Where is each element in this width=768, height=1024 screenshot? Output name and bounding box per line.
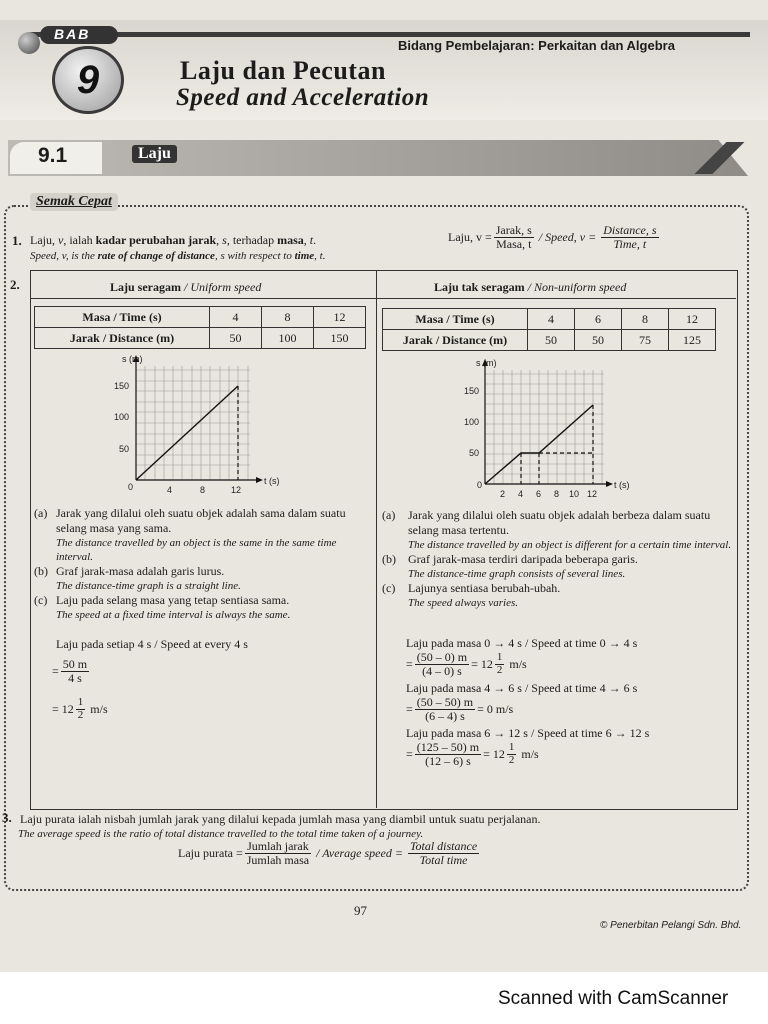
graph-x-tick: 4 (518, 489, 524, 499)
calc-heading: Laju pada masa 6 → 12 s / Speed at time 6 → 12 s (406, 726, 650, 741)
graph-origin: 0 (128, 482, 134, 492)
graph-x-label: t (s) (614, 480, 630, 490)
chapter-number-circle (52, 46, 124, 114)
calc-heading: Laju pada masa 0 → 4 s / Speed at time 0 → 4 s (406, 636, 638, 650)
uniform-heading-en: / Uniform speed (184, 280, 262, 294)
uniform-calc-result (52, 697, 108, 721)
graph-line (136, 386, 238, 480)
calc-line (406, 696, 736, 722)
publisher-credit: © Penerbitan Pelangi Sdn. Bhd. (600, 920, 742, 931)
item3-frac-ms (245, 840, 311, 866)
section-bar-deco (690, 142, 748, 174)
table-row-label: Masa / Time (s) (383, 309, 528, 330)
calc-eq: = (52, 663, 59, 678)
calc-block (406, 636, 736, 677)
table-cell: 4 (528, 309, 575, 330)
table-cell: 8 (622, 309, 669, 330)
uniform-calc-heading: Laju pada setiap 4 s / Speed at every 4 s (56, 637, 248, 651)
table-row (35, 328, 366, 349)
item3-den-en: Total time (419, 852, 468, 867)
item3-den-ms: Jumlah masa (246, 852, 310, 867)
nonuniform-speed-graph (448, 356, 648, 502)
formula-lhs-ms: Laju, v = (448, 229, 492, 244)
item1-definition-en (30, 249, 325, 263)
uniform-speed-graph (100, 352, 300, 502)
note-ms: Graf jarak-masa terdiri daripada beberapa garis. (408, 552, 638, 566)
graph-x-label: t (s) (264, 476, 280, 486)
table-row (383, 309, 716, 330)
calc-result: = 12 (483, 746, 505, 761)
formula-num-en: Distance, s (603, 223, 657, 237)
graph-x-arrow (606, 481, 613, 487)
uniform-speed-heading (110, 280, 261, 295)
nonuniform-data-table (382, 308, 716, 351)
graph-y-tick: 150 (464, 386, 480, 396)
graph-origin: 0 (477, 480, 483, 490)
calc-frac (61, 658, 89, 684)
calc-heading: Laju pada masa 4 → 6 s / Speed at time 4 → 6 s (406, 681, 638, 696)
note-ms: Lajunya sentiasa berubah-ubah. (408, 581, 561, 595)
item1-en-bold2: time (294, 250, 315, 262)
item2-divider (376, 270, 377, 808)
calc-num: (50 – 0) m (416, 650, 468, 664)
graph-grid (485, 370, 604, 484)
note-label: (a) (34, 506, 48, 520)
nonuniform-heading-ms: Laju tak seragam (434, 280, 525, 294)
item1-ms-b: , ialah (63, 233, 96, 247)
nonuniform-calcs (406, 636, 736, 768)
item2-number: 2. (10, 277, 20, 292)
table-cell: 125 (669, 330, 716, 351)
semak-cepat-label: Semak Cepat (30, 193, 118, 211)
item1-en-b: , s with respect to (214, 250, 295, 262)
note-label: (a) (382, 508, 396, 522)
calc-frac (415, 696, 475, 722)
table-cell: 12 (669, 309, 716, 330)
calc-den: (12 – 6) s (425, 753, 471, 768)
table-cell: 6 (575, 309, 622, 330)
calc-num: (125 – 50) m (416, 740, 480, 755)
calc-den: 4 s (68, 670, 82, 685)
calc-result-unit: m/s (90, 701, 108, 716)
note-en: The speed always varies. (408, 597, 518, 609)
table-row (383, 330, 716, 351)
formula-num-ms: Jarak, s (495, 223, 532, 237)
section-bar (8, 140, 748, 176)
note-item (34, 593, 370, 622)
calc-result-num: 1 (77, 696, 84, 708)
item3-number: 3. (2, 810, 12, 825)
note-item (382, 552, 732, 581)
calc-eq: = (406, 656, 413, 671)
table-cell: 50 (210, 328, 262, 349)
note-ms: Jarak yang dilalui oleh suatu objek adalah sama dalam suatu selang masa yang sama. (56, 506, 346, 535)
table-row-label: Jarak / Distance (m) (383, 330, 528, 351)
calc-result-den: 2 (77, 708, 84, 721)
note-en: The distance-time graph is a straight line. (56, 580, 241, 592)
learning-area: Bidang Pembelajaran: Perkaitan dan Algebra (398, 38, 675, 53)
chapter-number: 9 (76, 57, 100, 102)
calc-result-frac (507, 742, 517, 766)
item1-ms-bold2: masa (277, 233, 304, 247)
item1-ms-t: t (309, 233, 314, 247)
graph-x-tick: 8 (554, 489, 560, 499)
formula-den-en: Time, t (613, 236, 647, 251)
graph-x-tick: 8 (200, 485, 206, 495)
note-en: The distance travelled by an object is the same in the same time interval. (56, 537, 337, 563)
formula-den-ms: Masa, t (496, 236, 532, 251)
calc-block (406, 726, 736, 767)
item1-ms-bold: kadar perubahan jarak (95, 233, 217, 247)
calc-frac (415, 741, 481, 767)
uniform-calc-step (52, 658, 91, 684)
table-cell: 12 (314, 307, 366, 328)
calc-block (406, 681, 736, 722)
note-ms: Jarak yang dilalui oleh suatu objek adalah berbeza dalam suatu selang masa tertentu. (408, 508, 711, 537)
calc-num: (50 – 50) m (416, 695, 474, 710)
graph-y-tick: 150 (114, 381, 130, 391)
calc-line (406, 741, 736, 767)
formula-frac-ms (494, 224, 534, 250)
calc-den: (4 – 0) s (422, 663, 462, 678)
note-item (382, 581, 732, 610)
item3-definition-ms: Laju purata ialah nisbah jumlah jarak yang dilalui kepada jumlah masa yang diambil untuk suatu perjalanan. (20, 812, 541, 826)
calc-unit: m/s (509, 656, 527, 671)
nonuniform-speed-heading (434, 280, 626, 295)
page-number: 97 (354, 903, 367, 918)
item1-en-a: Speed, v, is the (30, 250, 98, 262)
item1-definition-ms (30, 233, 316, 248)
graph-x-tick: 6 (536, 489, 542, 499)
bab-dot (18, 32, 40, 54)
section-title: Laju (132, 145, 177, 163)
graph-y-label: s (m) (476, 358, 497, 368)
note-item (34, 506, 370, 564)
calc-result: = 12 (471, 656, 493, 671)
table-row-label: Jarak / Distance (m) (35, 328, 210, 349)
graph-x-tick: 4 (167, 485, 173, 495)
table-cell: 50 (528, 330, 575, 351)
table-row-label: Masa / Time (s) (35, 307, 210, 328)
calc-result-frac (495, 652, 505, 676)
note-en: The distance-time graph consists of several lines. (408, 568, 626, 580)
calc-num: 50 m (62, 657, 88, 671)
chapter-title-ms: Laju dan Pecutan (180, 56, 386, 85)
graph-y-tick: 50 (119, 444, 130, 454)
item1-formula (448, 224, 661, 250)
calc-den: (6 – 4) s (425, 708, 465, 723)
nonuniform-notes (382, 508, 732, 610)
calc-frac (415, 651, 469, 677)
item1-ms-c: , (216, 233, 223, 247)
calc-result-num: 1 (496, 651, 503, 664)
section-number: 9.1 (38, 144, 68, 167)
header-top-line (30, 32, 750, 37)
graph-x-arrow (256, 477, 263, 483)
calc-result-den: 2 (496, 663, 503, 676)
calc-eq: = (406, 701, 413, 716)
uniform-heading-ms: Laju seragam (110, 280, 181, 294)
note-label: (b) (382, 552, 396, 566)
calc-result-den: 2 (508, 753, 515, 766)
bab-label: BAB (54, 26, 91, 42)
table-cell: 150 (314, 328, 366, 349)
item1-ms-f: . (313, 233, 317, 247)
graph-y-label: s (m) (122, 354, 143, 364)
formula-frac-en (601, 224, 658, 250)
item1-ms-a: Laju, (30, 233, 58, 247)
item1-ms-e: , (303, 233, 310, 247)
table-cell: 8 (262, 307, 314, 328)
note-ms: Laju pada selang masa yang tetap sentiasa sama. (56, 593, 290, 607)
note-label: (c) (382, 581, 396, 595)
nonuniform-heading-en: / Non-uniform speed (527, 280, 627, 294)
table-cell: 100 (262, 328, 314, 349)
item1-number: 1. (12, 233, 22, 248)
graph-y-tick: 100 (114, 412, 130, 422)
item1-ms-v: v (58, 233, 64, 247)
note-item (382, 508, 732, 552)
table-cell: 50 (575, 330, 622, 351)
note-en: The distance travelled by an object is different for a certain time interval. (408, 539, 732, 551)
calc-unit: m/s (521, 746, 539, 761)
calc-result-frac (76, 697, 86, 721)
graph-x-tick: 12 (587, 489, 598, 499)
note-en: The speed at a fixed time interval is always the same. (56, 609, 291, 621)
scanner-watermark: Scanned with CamScanner (498, 988, 729, 1009)
item1-ms-d: , terhadap (226, 233, 278, 247)
uniform-data-table (34, 306, 366, 349)
item3-num-en: Total distance (409, 839, 478, 853)
graph-y-tick: 50 (469, 448, 480, 458)
calc-line (406, 651, 736, 677)
item1-en-bold: rate of change of distance (97, 250, 215, 262)
calc-eq: = (406, 746, 413, 761)
note-label: (b) (34, 564, 48, 578)
table-cell: 4 (210, 307, 262, 328)
item3-sep: / Average speed = (316, 845, 403, 860)
item3-frac-en (408, 840, 479, 866)
graph-x-tick: 12 (231, 485, 242, 495)
calc-result-eq: = 12 (52, 701, 74, 716)
graph-y-tick: 100 (464, 417, 480, 427)
note-label: (c) (34, 593, 48, 607)
item3-formula-lhs: Laju purata = (178, 845, 243, 860)
item1-en-c: , t. (314, 250, 326, 262)
formula-sep: / Speed, v = (538, 229, 597, 244)
calc-result: = 0 m/s (477, 701, 514, 716)
graph-grid (136, 366, 250, 480)
graph-x-tick: 2 (500, 489, 506, 499)
chapter-title-en: Speed and Acceleration (176, 84, 430, 111)
uniform-notes (34, 506, 370, 622)
note-ms: Graf jarak-masa adalah garis lurus. (56, 564, 225, 578)
calc-result-num: 1 (508, 741, 515, 754)
item3-formula (178, 840, 481, 866)
graph-x-tick: 10 (569, 489, 580, 499)
item3-num-ms: Jumlah jarak (247, 839, 309, 853)
table-cell: 75 (622, 330, 669, 351)
item2-heading-line (30, 298, 736, 299)
item3-definition-en: The average speed is the ratio of total distance travelled to the total time taken of a journey. (18, 828, 424, 840)
item1-ms-s: s (222, 233, 227, 247)
table-row (35, 307, 366, 328)
note-item (34, 564, 370, 593)
